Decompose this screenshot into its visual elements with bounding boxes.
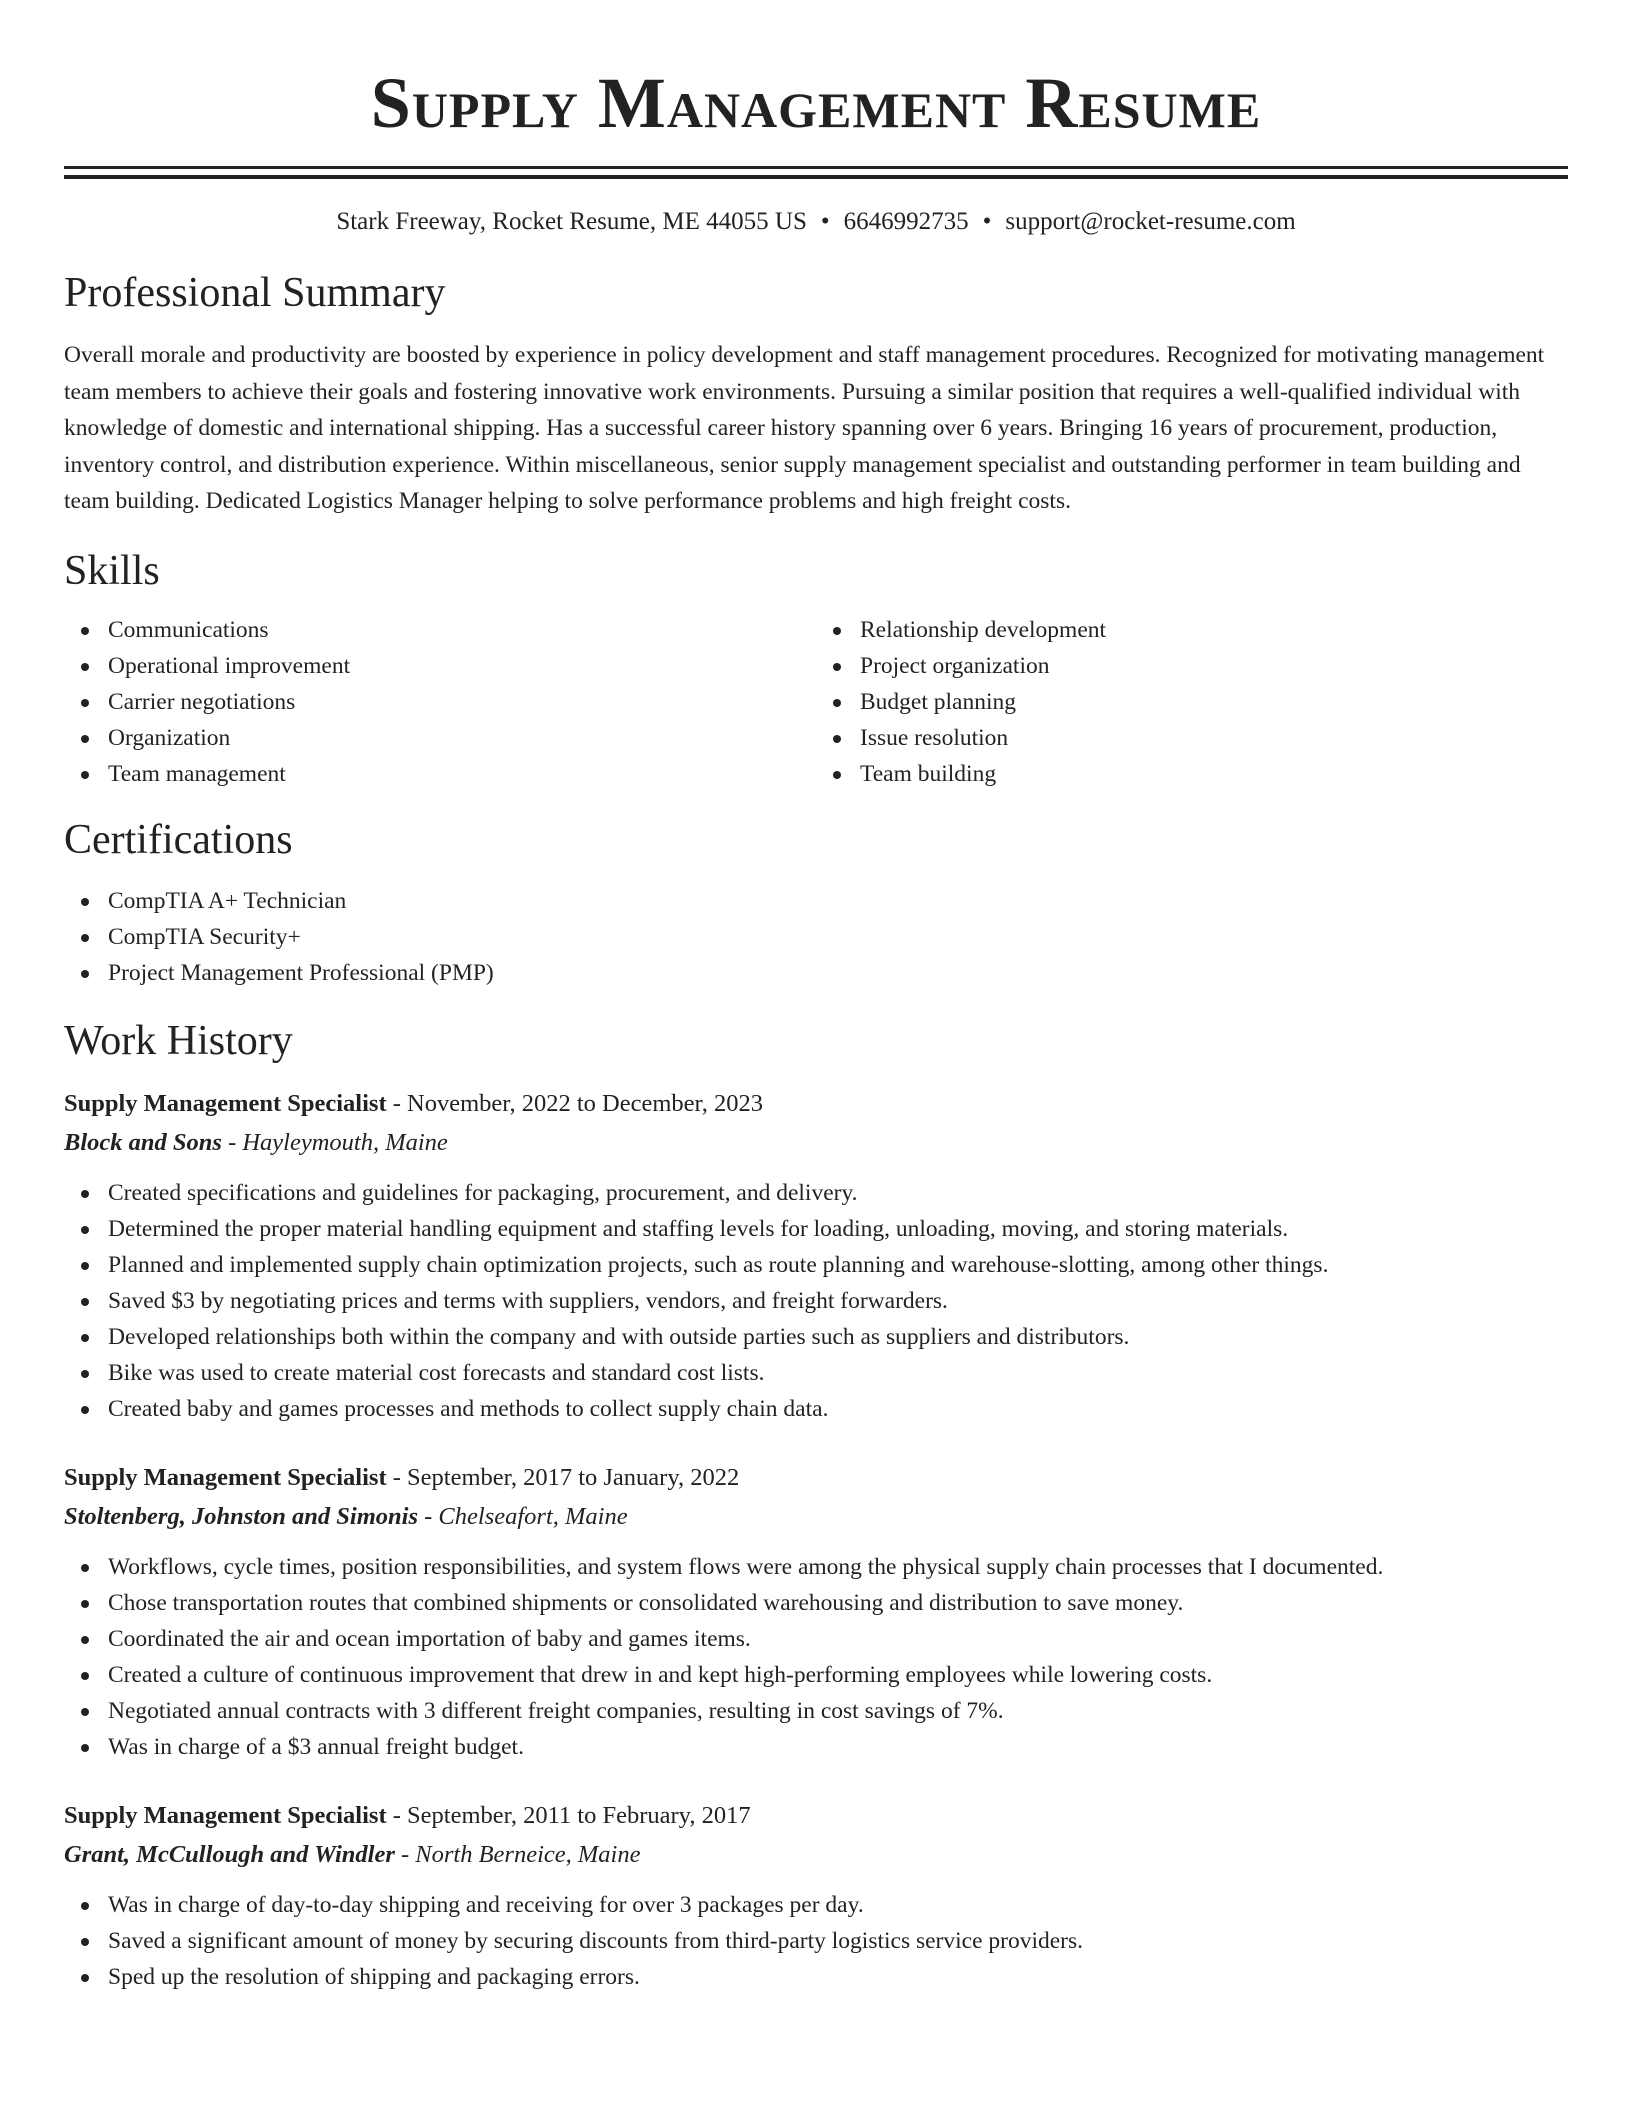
contact-email: support@rocket-resume.com xyxy=(1005,208,1296,235)
job-company: Grant, McCullough and Windler xyxy=(64,1840,395,1868)
job-company: Stoltenberg, Johnston and Simonis xyxy=(64,1502,419,1530)
job-bullet: Coordinated the air and ocean importation of baby and games items. xyxy=(108,1621,1568,1657)
skills-column-left xyxy=(64,612,816,792)
job-location: - Hayleymouth, Maine xyxy=(221,1128,448,1156)
job-bullet: Planned and implemented supply chain optimization projects, such as route planning and warehouse-slotting, among other things. xyxy=(108,1247,1568,1283)
job-dates: - November, 2022 to December, 2023 xyxy=(386,1089,763,1117)
summary-heading: Professional Summary xyxy=(64,270,446,316)
contact-address: Stark Freeway, Rocket Resume, ME 44055 US xyxy=(336,208,807,235)
skills-column-right xyxy=(816,612,1568,792)
job-bullet: Developed relationships both within the company and with outside parties such as suppliers and distributors. xyxy=(108,1319,1568,1355)
contact-phone: 6646992735 xyxy=(843,208,969,235)
job-company-line xyxy=(64,1835,1568,1875)
skill-item: Project organization xyxy=(860,648,1568,684)
certification-item: CompTIA A+ Technician xyxy=(108,883,1568,919)
job-title: Supply Management Specialist xyxy=(64,1801,387,1829)
certifications-heading: Certifications xyxy=(64,816,293,863)
job-title-line xyxy=(64,1797,1568,1835)
resume-page xyxy=(64,0,1568,1995)
title-divider-top xyxy=(64,166,1568,169)
resume-title: Supply Management Resume xyxy=(370,63,1262,143)
job-entry xyxy=(64,1085,1568,1427)
job-bullet: Bike was used to create material cost forecasts and standard cost lists. xyxy=(108,1355,1568,1391)
job-entry xyxy=(64,1459,1568,1765)
job-bullet: Was in charge of day-to-day shipping and receiving for over 3 packages per day. xyxy=(108,1887,1568,1923)
title-divider-bottom xyxy=(64,175,1568,179)
job-bullet: Determined the proper material handling equipment and staffing levels for loading, unloading, moving, and storing materials. xyxy=(108,1211,1568,1247)
skill-item: Relationship development xyxy=(860,612,1568,648)
skill-item: Team management xyxy=(108,756,816,792)
skill-item: Communications xyxy=(108,612,816,648)
skill-item: Issue resolution xyxy=(860,720,1568,756)
skills-heading: Skills xyxy=(64,547,160,594)
skill-item: Organization xyxy=(108,720,816,756)
certification-item: CompTIA Security+ xyxy=(108,919,1568,955)
skill-item: Operational improvement xyxy=(108,648,816,684)
job-bullet: Created a culture of continuous improvement that drew in and kept high-performing employees while lowering costs. xyxy=(108,1657,1568,1693)
certification-item: Project Management Professional (PMP) xyxy=(108,955,1568,991)
job-title-line xyxy=(64,1459,1568,1497)
job-entry xyxy=(64,1797,1568,1995)
skill-item: Budget planning xyxy=(860,684,1568,720)
job-bullets xyxy=(64,1175,1568,1427)
job-bullet: Chose transportation routes that combined shipments or consolidated warehousing and distribution to save money. xyxy=(108,1585,1568,1621)
job-title: Supply Management Specialist xyxy=(64,1463,387,1491)
contact-line xyxy=(64,207,1568,237)
job-company-line xyxy=(64,1497,1568,1537)
job-bullet: Negotiated annual contracts with 3 different freight companies, resulting in cost savings of 7%. xyxy=(108,1693,1568,1729)
job-title: Supply Management Specialist xyxy=(64,1089,387,1117)
contact-separator: • xyxy=(820,208,830,235)
job-title-line xyxy=(64,1085,1568,1123)
job-company-line xyxy=(64,1123,1568,1163)
job-bullet: Created specifications and guidelines for packaging, procurement, and delivery. xyxy=(108,1175,1568,1211)
job-location: - Chelseafort, Maine xyxy=(418,1502,628,1530)
job-bullet: Created baby and games processes and methods to collect supply chain data. xyxy=(108,1391,1568,1427)
summary-text: Overall morale and productivity are boosted by experience in policy development and staff management procedures. Recognized for motivating management team members to achieve their goals and fostering innovative work environments. Pursuing a similar position that requires a well-qualified individual with knowledge of domestic and international shipping. Has a successful career history spanning over 6 years. Bringing 16 years of procurement, production, inventory control, and distribution experience. Within miscellaneous, senior supply management specialist and outstanding performer in team building and team building. Dedicated Logistics Manager helping to solve performance problems and high freight costs. xyxy=(64,342,1545,514)
job-bullet: Saved $3 by negotiating prices and terms with suppliers, vendors, and freight forwarders. xyxy=(108,1283,1568,1319)
job-dates: - September, 2017 to January, 2022 xyxy=(386,1463,740,1491)
job-dates: - September, 2011 to February, 2017 xyxy=(386,1801,751,1829)
skill-item: Carrier negotiations xyxy=(108,684,816,720)
job-bullet: Sped up the resolution of shipping and packaging errors. xyxy=(108,1959,1568,1995)
job-location: - North Berneice, Maine xyxy=(394,1840,641,1868)
job-bullet: Workflows, cycle times, position responsibilities, and system flows were among the physical supply chain processes that I documented. xyxy=(108,1549,1568,1585)
job-bullets xyxy=(64,1887,1568,1995)
contact-separator: • xyxy=(982,208,992,235)
skill-item: Team building xyxy=(860,756,1568,792)
skills-list xyxy=(64,612,1568,792)
job-bullets xyxy=(64,1549,1568,1765)
job-bullet: Was in charge of a $3 annual freight budget. xyxy=(108,1729,1568,1765)
certifications-list xyxy=(64,883,1568,991)
job-company: Block and Sons xyxy=(64,1128,222,1156)
work-history-heading: Work History xyxy=(64,1017,293,1064)
job-bullet: Saved a significant amount of money by securing discounts from third-party logistics service providers. xyxy=(108,1923,1568,1959)
